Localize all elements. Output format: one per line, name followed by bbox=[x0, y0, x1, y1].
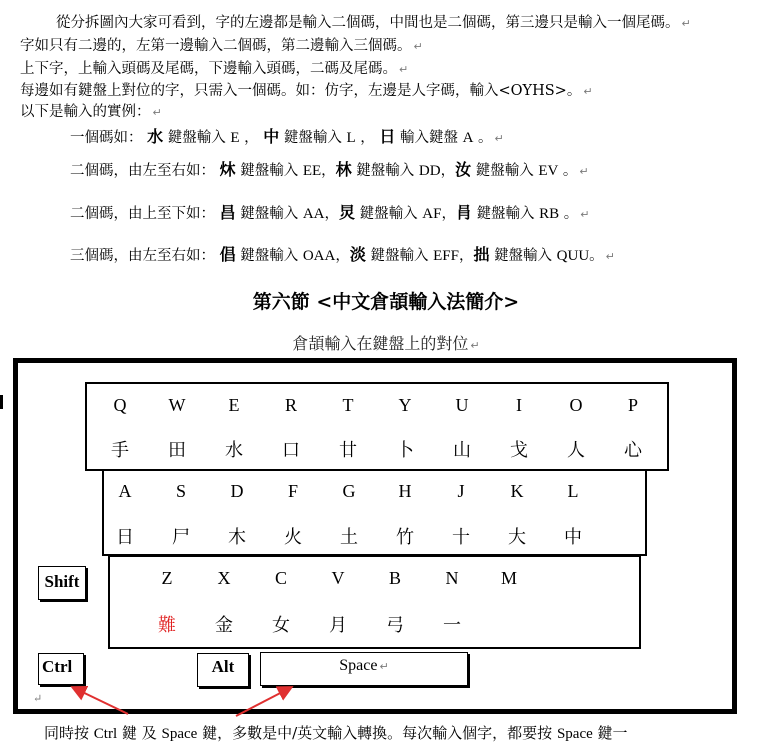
key-c-letter[interactable]: C bbox=[274, 568, 287, 588]
key-m-letter[interactable]: M bbox=[500, 568, 517, 588]
paragraph-4: 每邊如有鍵盤上對位的字，只需入一個碼。如：仿字，左邊是人字碼，輸入<OYHS>。 ↵ bbox=[20, 83, 593, 99]
arrow-to-ctrl bbox=[74, 688, 128, 714]
shift-key[interactable]: Shift bbox=[38, 566, 86, 600]
key-r-radical: 口 bbox=[282, 440, 300, 461]
diagram-title: 倉頡輸入在鍵盤上的對位 ↵ bbox=[292, 334, 480, 353]
key-t-radical: 廿 bbox=[339, 440, 357, 461]
key-f-letter[interactable]: F bbox=[287, 481, 298, 501]
key-j-letter[interactable]: J bbox=[457, 481, 465, 501]
alt-key[interactable]: Alt bbox=[197, 653, 249, 687]
key-a-radical: 日 bbox=[116, 527, 134, 548]
key-v-letter[interactable]: V bbox=[331, 568, 345, 588]
key-x-radical: 金 bbox=[215, 615, 233, 636]
key-d-radical: 木 bbox=[228, 527, 246, 548]
key-n-radical: 一 bbox=[443, 615, 461, 636]
key-b-letter[interactable]: B bbox=[388, 568, 401, 588]
key-z-letter[interactable]: Z bbox=[161, 568, 173, 588]
key-h-radical: 竹 bbox=[396, 527, 414, 548]
key-u-letter[interactable]: U bbox=[455, 395, 469, 415]
key-s-radical: 尸 bbox=[172, 527, 190, 548]
section-title: 第六節 <中文倉頡輸入法簡介> bbox=[252, 291, 520, 313]
key-z-radical: 難 bbox=[158, 615, 176, 636]
key-l-letter[interactable]: L bbox=[567, 481, 579, 501]
key-n-letter[interactable]: N bbox=[445, 568, 459, 588]
example-one-code: 一個碼如： 水 鍵盤輸入 E ， 中 鍵盤輸入 L ， 日 輸入鍵盤 A 。 ↵ bbox=[70, 127, 504, 146]
key-o-radical: 人 bbox=[567, 440, 585, 461]
key-b-radical: 弓 bbox=[386, 615, 404, 636]
key-x-letter[interactable]: X bbox=[217, 568, 231, 588]
key-q-letter[interactable]: Q bbox=[113, 395, 127, 415]
key-a-letter[interactable]: A bbox=[118, 481, 132, 501]
footer-note: 同時按 Ctrl 鍵 及 Space 鍵，多數是中/英文輸入轉換。每次輸入個字，都要按 Space 鍵一 bbox=[44, 724, 628, 742]
ctrl-key[interactable]: Ctrl bbox=[38, 653, 84, 685]
key-j-radical: 十 bbox=[452, 527, 470, 548]
key-i-letter[interactable]: I bbox=[516, 395, 522, 415]
key-y-radical: 卜 bbox=[396, 440, 414, 461]
key-g-radical: 土 bbox=[340, 527, 358, 548]
key-g-letter[interactable]: G bbox=[342, 481, 356, 501]
key-f-radical: 火 bbox=[284, 527, 302, 548]
key-c-radical: 女 bbox=[272, 615, 290, 636]
key-s-letter[interactable]: S bbox=[175, 481, 186, 501]
key-o-letter[interactable]: O bbox=[569, 395, 583, 415]
paragraph-5: 以下是輸入的實例： ↵ bbox=[20, 104, 162, 120]
key-w-radical: 田 bbox=[168, 440, 186, 461]
key-l-radical: 中 bbox=[564, 527, 582, 548]
key-t-letter[interactable]: T bbox=[342, 395, 354, 415]
key-u-radical: 山 bbox=[453, 440, 471, 461]
arrow-to-space bbox=[236, 688, 290, 716]
example-two-top-bottom: 二個碼，由上至下如： 昌 鍵盤輸入 AA，炅 鍵盤輸入 AF，肙 鍵盤輸入 RB 。 ↵ bbox=[70, 203, 590, 222]
key-h-letter[interactable]: H bbox=[398, 481, 412, 501]
example-two-left-right: 二個碼，由左至右如： 炑 鍵盤輸入 EE，林 鍵盤輸入 DD，汝 鍵盤輸入 EV 。 ↵ bbox=[70, 160, 589, 179]
paragraph-3: 上下字，上輸入頭碼及尾碼，下邊輸入頭碼，二碼及尾碼。 ↵ bbox=[20, 61, 409, 77]
key-r-letter[interactable]: R bbox=[284, 395, 297, 415]
frame-return-mark: ↵ bbox=[33, 692, 43, 705]
key-e-radical: 水 bbox=[225, 440, 243, 461]
key-p-letter[interactable]: P bbox=[627, 395, 638, 415]
key-v-radical: 月 bbox=[329, 615, 347, 636]
key-k-letter[interactable]: K bbox=[510, 481, 524, 501]
key-i-radical: 戈 bbox=[510, 440, 528, 461]
paragraph-1: 從分拆圖內大家可看到，字的左邊都是輸入二個碼，中間也是二個碼，第三邊只是輸入一個尾碼。 ↵ bbox=[56, 15, 691, 31]
space-key[interactable]: Space ↵ bbox=[260, 652, 468, 686]
key-d-letter[interactable]: D bbox=[230, 481, 244, 501]
key-p-radical: 心 bbox=[624, 440, 642, 461]
key-y-letter[interactable]: Y bbox=[398, 395, 412, 415]
example-three-left-right: 三個碼，由左至右如： 倡 鍵盤輸入 OAA，淡 鍵盤輸入 EFF，拙 鍵盤輸入 QUU。 ↵ bbox=[70, 245, 615, 264]
key-k-radical: 大 bbox=[508, 527, 526, 548]
paragraph-2: 字如只有二邊的，左第一邊輸入二個碼，第二邊輸入三個碼。 ↵ bbox=[20, 38, 423, 54]
key-w-letter[interactable]: W bbox=[168, 395, 186, 415]
key-e-letter[interactable]: E bbox=[228, 395, 240, 415]
key-q-radical: 手 bbox=[111, 440, 129, 461]
